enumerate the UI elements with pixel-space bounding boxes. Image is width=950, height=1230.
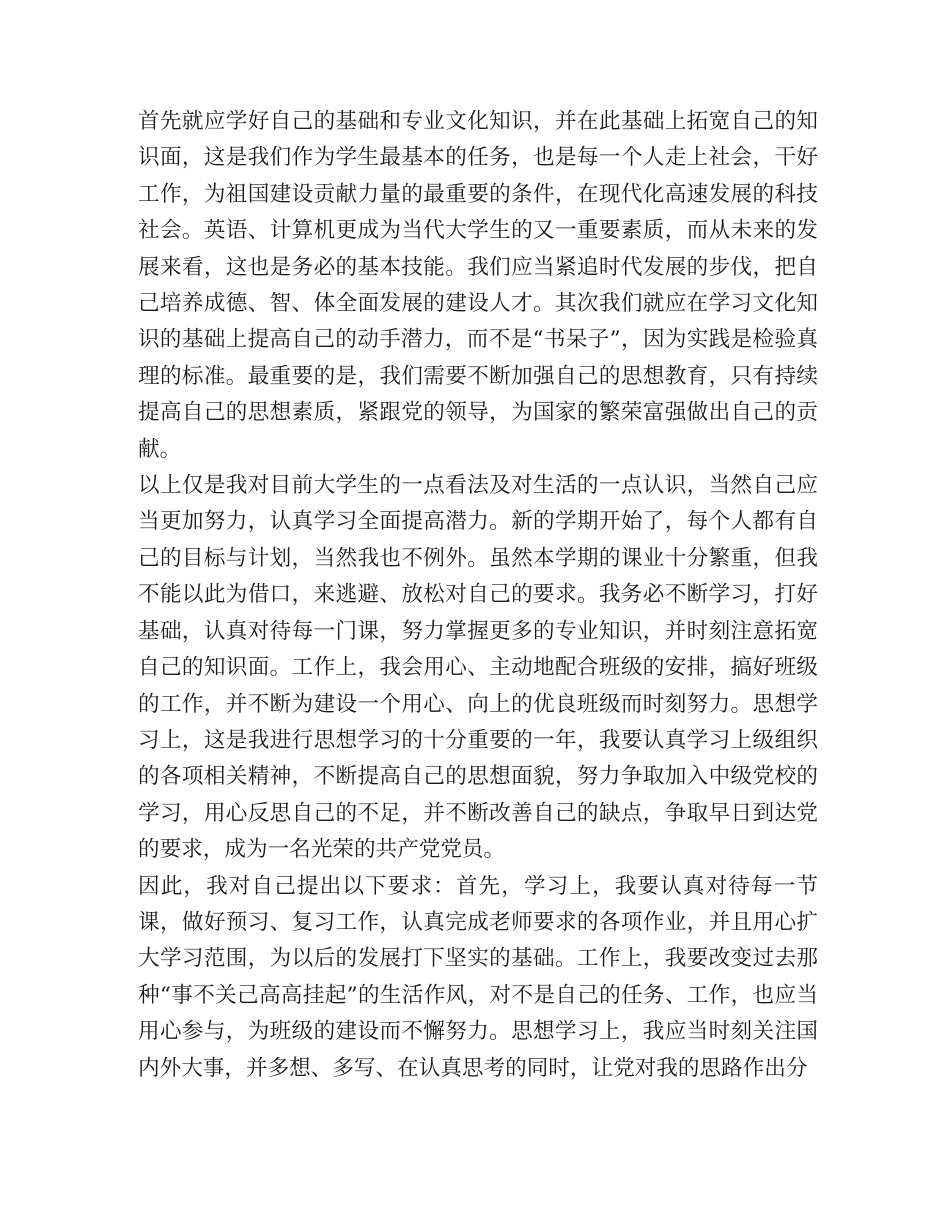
paragraph-1: 首先就应学好自己的基础和专业文化知识，并在此基础上拓宽自己的知识面，这是我们作为学生最基本的任务，也是每一个人走上社会，干好工作，为祖国建设贡献力量的最重要的条件，在现代化高速发展的科技社会。英语、计算机更成为当代大学生的又一重要素质，而从未来的发展来看，这也是务必的基本技能。我们应当紧追时代发展的步伐，把自己培养成德、智、体全面发展的建设人才。其次我们就应在学习文化知识的基础上提高自己的动手潜力，而不是“书呆子”，因为实践是检验真理的标准。最重要的是，我们需要不断加强自己的思想教育，只有持续提高自己的思想素质，紧跟党的领导，为国家的繁荣富强做出自己的贡献。 xyxy=(138,109,818,462)
paragraph-2: 以上仅是我对目前大学生的一点看法及对生活的一点认识，当然自己应当更加努力，认真学习全面提高潜力。新的学期开始了，每个人都有自己的目标与计划，当然我也不例外。虽然本学期的课业十分繁重，但我不能以此为借口，来逃避、放松对自己的要求。我务必不断学习，打好基础，认真对待每一门课，努力掌握更多的专业知识，并时刻注意拓宽自己的知识面。工作上，我会用心、主动地配合班级的安排，搞好班级的工作，并不断为建设一个用心、向上的优良班级而时刻努力。思想学习上，这是我进行思想学习的十分重要的一年，我要认真学习上级组织的各项相关精神，不断提高自己的思想面貌，努力争取加入中级党校的学习，用心反思自己的不足，并不断改善自己的缺点，争取早日到达党的要求，成为一名光荣的共产党党员。 xyxy=(138,473,818,863)
paragraph-3: 因此，我对自己提出以下要求：首先，学习上，我要认真对待每一节课，做好预习、复习工作，认真完成老师要求的各项作业，并且用心扩大学习范围，为以后的发展打下坚实的基础。工作上，我要改变过去那种“事不关己高高挂起”的生活作风，对不是自己的任务、工作，也应当用心参与，为班级的建设而不懈努力。思想学习上，我应当时刻关注国内外大事，并多想、多写、在认真思考的同时，让党对我的思路作出分 xyxy=(138,873,818,1081)
document-body xyxy=(138,104,818,1087)
